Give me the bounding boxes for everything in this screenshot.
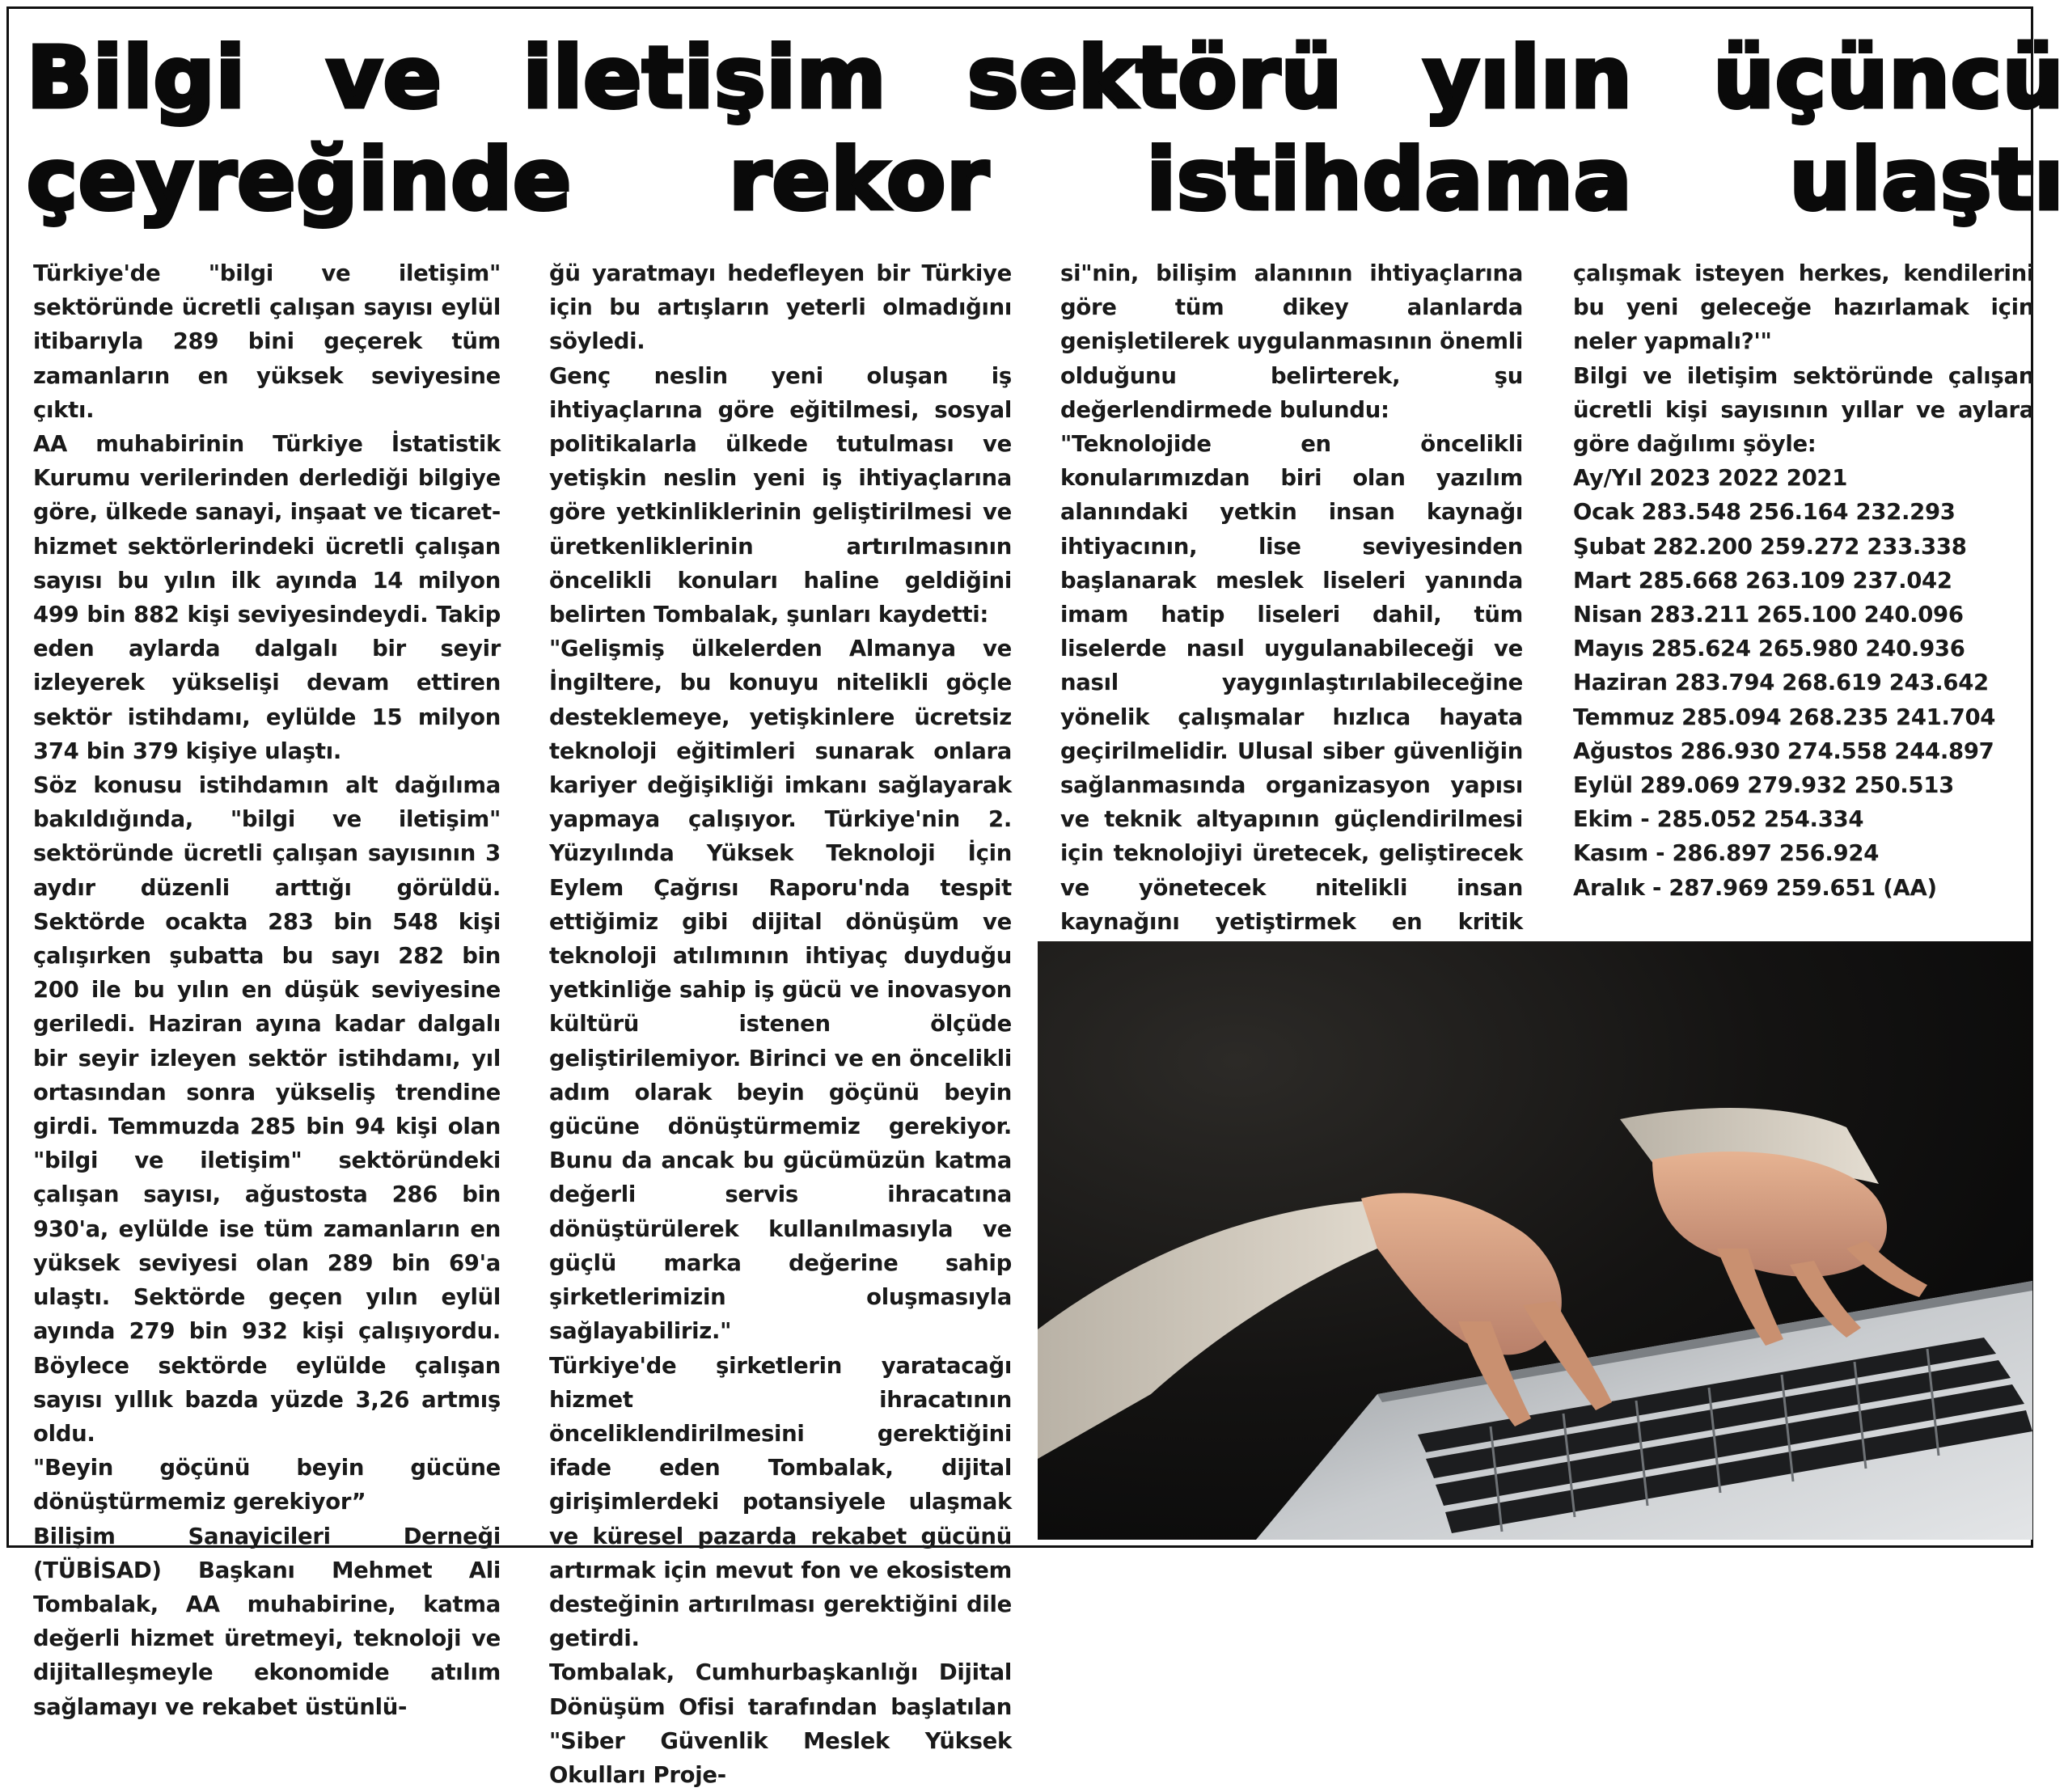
newspaper-clipping (6, 6, 2064, 1788)
stats-row: Ocak 283.548 256.164 232.293 (1573, 499, 1956, 526)
paragraph: Türkiye'de şirketlerin yaratacağı hizmet ihracatının önceliklendirilmesini gerektiğini ifade eden Tombalak, dijital girişimlerdeki potansiyele ulaşmak ve küresel pazarda rekabet gücünü artırmak için mevut fon ve ekosistem desteğinin artırılması gerektiğini dile getirdi. (549, 1352, 1012, 1652)
stats-row: Eylül 289.069 279.932 250.513 (1573, 772, 1954, 799)
paragraph: Tombalak, Cumhurbaşkanlığı Dijital Dönüşüm Ofisi tarafından başlatılan "Siber Güvenlik Meslek Yüksek Okulları Proje- (549, 1659, 1012, 1788)
headline-line-1: Bilgi ve iletişim sektörü yılın üçüncü (27, 28, 2064, 127)
paragraph: AA muhabirinin Türkiye İstatistik Kurumu verilerinden derlediği bilgiye göre, ülkede sanayi, inşaat ve ticaret-hizmet sektörlerindeki ücretli çalışan sayısı bu yılın ilk ayında 14 milyon 499 bin 882 kişi seviyesindeydi. Takip eden aylarda dalgalı bir seyir izleyerek yükselişi devam ettiren sektör istihdamı, eylülde 15 milyon 374 bin 379 kişiye ulaştı. (33, 431, 501, 764)
paragraph: Genç neslin yeni oluşan iş ihtiyaçlarına göre eğitilmesi, sosyal politikalarla ülkede tutulması ve yetişkin neslin yeni iş ihtiyaçlarına göre yetkinliklerinin geliştirilmesi ve üretkenliklerinin artırılmasının öncelikli konuları haline geldiğini belirten Tombalak, şunları kaydetti: (549, 362, 1012, 628)
paragraph: si"nin, bilişim alanının ihtiyaçlarına göre tüm dikey alanlarda genişletilerek uygulanmasının önemli olduğunu belirterek, şu değerlendirmede bulundu: (1060, 260, 1523, 423)
stats-row: Ağustos 286.930 274.558 244.897 (1573, 738, 1994, 764)
stats-row: Haziran 283.794 268.619 243.642 (1573, 670, 1989, 696)
stats-row: Mart 285.668 263.109 237.042 (1573, 567, 1952, 594)
article-column-4 (1573, 256, 2034, 905)
paragraph: Bilgi ve iletişim sektöründe çalışan ücretli kişi sayısının yıllar ve aylara göre dağılımı şöyle: (1573, 362, 2034, 458)
quote-paragraph: "Gelişmiş ülkelerden Almanya ve İngiltere, bu konuyu nitelikli göçle desteklemeye, yetişkinlere ücretsiz teknoloji eğitimleri sunarak onlara kariyer değişikliği imkanı sağlayarak yapmaya çalışıyor. Türkiye'nin 2. Yüzyılında Yüksek Teknoloji İçin Eylem Çağrısı Raporu'nda tespit ettiğimiz gibi dijital dönüşüm ve teknoloji atılımının ihtiyaç duyduğu yetkinliğe sahip iş gücü ve inovasyon kültürü istenen ölçüde geliştirilemiyor. Birinci ve en öncelikli adım olarak beyin göçünü beyin gücüne dönüştürmemiz gerekiyor. Bunu da ancak bu gücümüzün katma değerli servis ihracatına dönüştürülerek kullanılmasıyla ve güçlü marka değerine sahip şirketlerimizin oluşmasıyla sağlayabiliriz." (549, 636, 1012, 1345)
headline-line-2: çeyreğinde rekor istihdama ulaştı (27, 130, 2064, 229)
paragraph: Bilişim Sanayicileri Derneği (TÜBİSAD) Başkanı Mehmet Ali Tombalak, AA muhabirine, katma değerli hizmet üretmeyi, teknoloji ve dijitalleşmeyle ekonomide atılım sağlamayı ve rekabet üstünlü- (33, 1523, 501, 1720)
stats-row: Şubat 282.200 259.272 233.338 (1573, 533, 1967, 560)
stats-row: Aralık - 287.969 259.651 (AA) (1573, 874, 1937, 901)
article-column-2 (549, 256, 1012, 1792)
employment-stats-list (1573, 461, 2034, 905)
stats-row: Nisan 283.211 265.100 240.096 (1573, 602, 1964, 628)
subheading: "Beyin göçünü beyin gücüne dönüştürmemiz gerekiyor” (33, 1455, 501, 1515)
article-column-1 (33, 256, 501, 1724)
paragraph: Türkiye'de "bilgi ve iletişim" sektöründe ücretli çalışan sayısı eylül itibarıyla 289 bini geçerek tüm zamanların en yüksek seviyesine çıktı. (33, 260, 501, 423)
stats-row: Ekim - 285.052 254.334 (1573, 806, 1864, 833)
stats-row: Temmuz 285.094 268.235 241.704 (1573, 704, 1996, 730)
paragraph: ğü yaratmayı hedefleyen bir Türkiye için bu artışların yeterli olmadığını söyledi. (549, 260, 1012, 355)
paragraph: çalışmak isteyen herkes, kendilerini bu yeni geleceğe hazırlamak için neler yapmalı?'" (1573, 260, 2034, 355)
stats-row: Kasım - 286.897 256.924 (1573, 840, 1880, 867)
stats-header: Ay/Yıl 2023 2022 2021 (1573, 465, 1848, 492)
article-column-3 (1060, 256, 1523, 1042)
headline (27, 27, 2064, 230)
paragraph: Söz konusu istihdamın alt dağılıma bakıldığında, "bilgi ve iletişim" sektöründe ücretli çalışan sayısının 3 aydır düzenli arttığı görüldü. Sektörde ocakta 283 bin 548 kişi çalışırken şubatta bu sayı 282 bin 200 ile bu yılın en düşük seviyesine geriledi. Haziran ayına kadar dalgalı bir seyir izleyen sektör istihdamı, yıl ortasından sonra yükseliş trendine girdi. Temmuzda 285 bin 94 kişi olan "bilgi ve iletişim" sektöründeki çalışan sayısı, ağustosta 286 bin 930'a, eylülde ise tüm zamanların en yüksek seviyesi olan 289 bin 69'a ulaştı. Sektörde geçen yılın eylül ayında 279 bin 932 kişi çalışıyordu. Böylece sektörde eylülde çalışan sayısı yıllık bazda yüzde 3,26 artmış oldu. (33, 772, 501, 1447)
laptop-typing-photo (1038, 941, 2032, 1540)
photo-illustration (1038, 941, 2032, 1540)
stats-row: Mayıs 285.624 265.980 240.936 (1573, 636, 1965, 662)
quote-paragraph: "Teknolojide en öncelikli konularımızdan biri olan yazılım alanındaki yetkin insan kaynağı ihtiyacının, lise seviyesinden başlanarak meslek liseleri yanında imam hatip liseleri dahil, tüm liselerde nasıl uygulanabileceği ve nasıl yaygınlaştırılabileceğine yönelik çalışmalar hızlıca hayata geçirilmelidir. Ulusal siber güvenliğin sağlanmasında organizasyon yapısı ve teknik altyapının güçlendirilmesi için teknolojiyi üretecek, geliştirecek ve yönetecek nitelikli insan kaynağını yetiştirmek en kritik (1060, 431, 1523, 935)
